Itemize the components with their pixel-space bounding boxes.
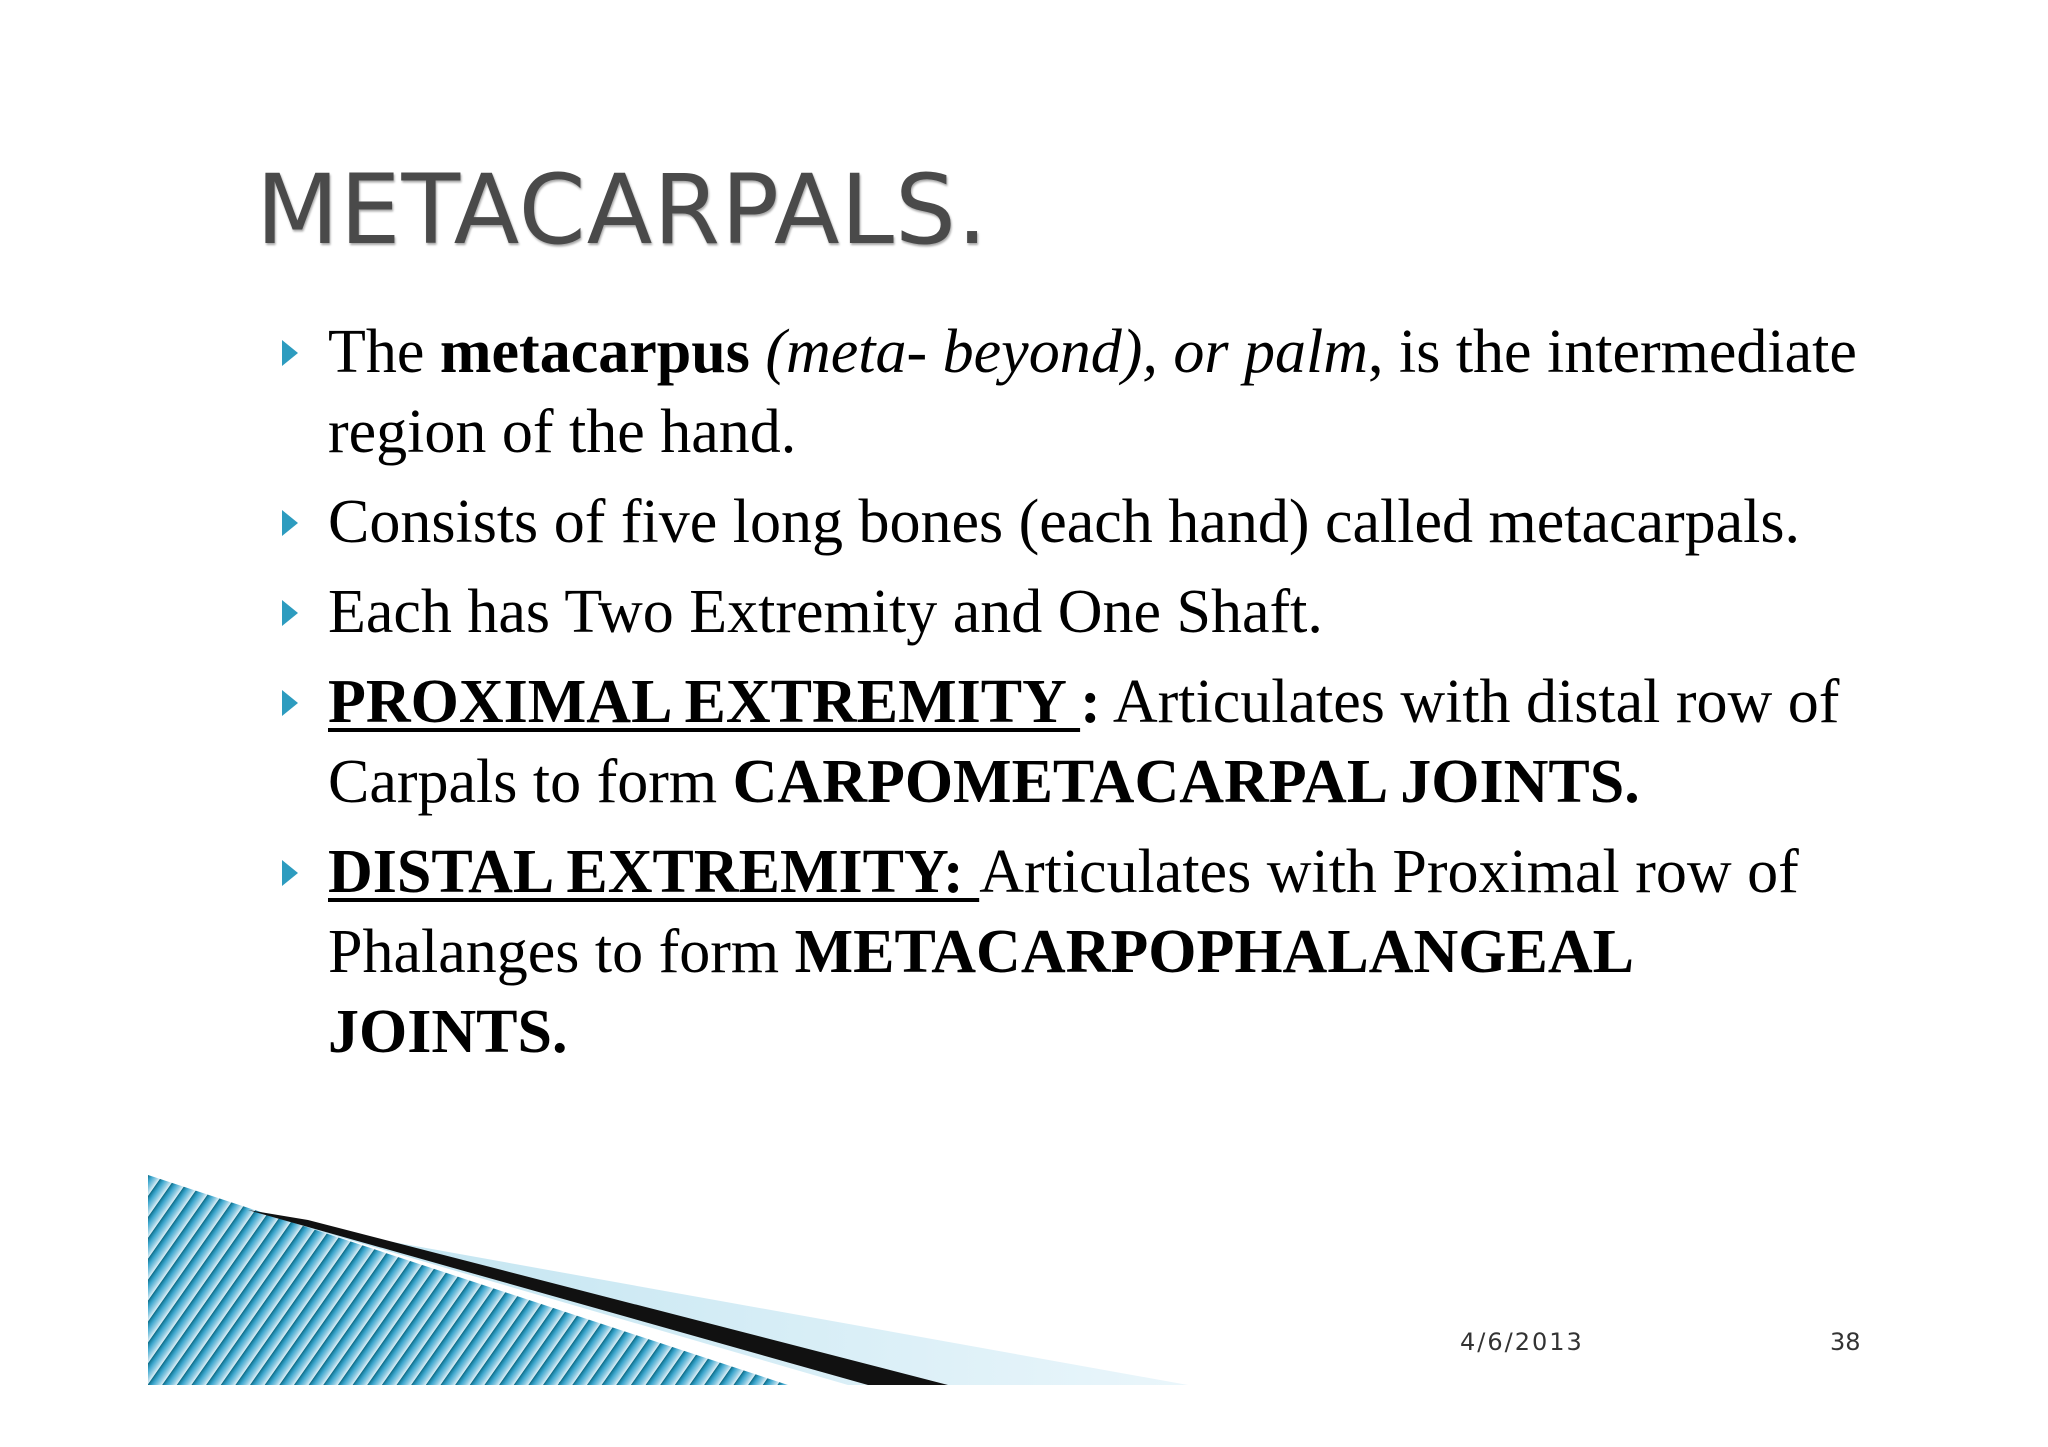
bullet-text-segment: metacarpus — [439, 318, 750, 386]
blue-wedge — [148, 1175, 788, 1385]
bullet-text-segment: Each has Two Extremity and One Shaft. — [328, 578, 1323, 646]
footer-page-number: 38 — [1830, 1328, 1861, 1356]
bullet-text-segment: Articulates with Proximal row of Phalanges to form — [328, 838, 1799, 986]
bullet-text-segment: PROXIMAL EXTREMITY — [328, 668, 1081, 736]
bullet-text-segment: , is the intermediate region of the hand. — [328, 318, 1857, 466]
bullet-arrow-icon — [282, 340, 298, 366]
bullet-arrow-icon — [282, 690, 298, 716]
corner-wedge-decoration — [148, 1175, 1188, 1385]
bullet-item — [280, 312, 1880, 472]
bullet-text-segment: (meta- beyond), or palm — [749, 318, 1368, 386]
bullet-item — [280, 662, 1880, 822]
bullet-text-segment: METACARPOPHALANGEAL JOINTS. — [328, 918, 1631, 1066]
bullet-arrow-icon — [282, 510, 298, 536]
bullet-item — [280, 482, 1880, 562]
bullet-text-segment: The — [328, 318, 440, 386]
bullet-text-segment: : — [1080, 668, 1101, 736]
bullet-text-segment: CARPOMETACARPAL JOINTS. — [732, 748, 1640, 816]
bullet-list — [280, 312, 1880, 1082]
bullet-item — [280, 832, 1880, 1072]
bullet-text-segment: Consists of five long bones (each hand) called metacarpals. — [328, 488, 1801, 556]
bullet-text-segment: DISTAL EXTREMITY: — [328, 838, 980, 906]
bullet-item — [280, 572, 1880, 652]
bullet-arrow-icon — [282, 600, 298, 626]
footer-date: 4/6/2013 — [1460, 1328, 1584, 1356]
slide-title: METACARPALS. — [256, 154, 989, 266]
bullet-text-segment: Articulates with distal row of Carpals to form — [328, 668, 1840, 816]
bullet-arrow-icon — [282, 860, 298, 886]
